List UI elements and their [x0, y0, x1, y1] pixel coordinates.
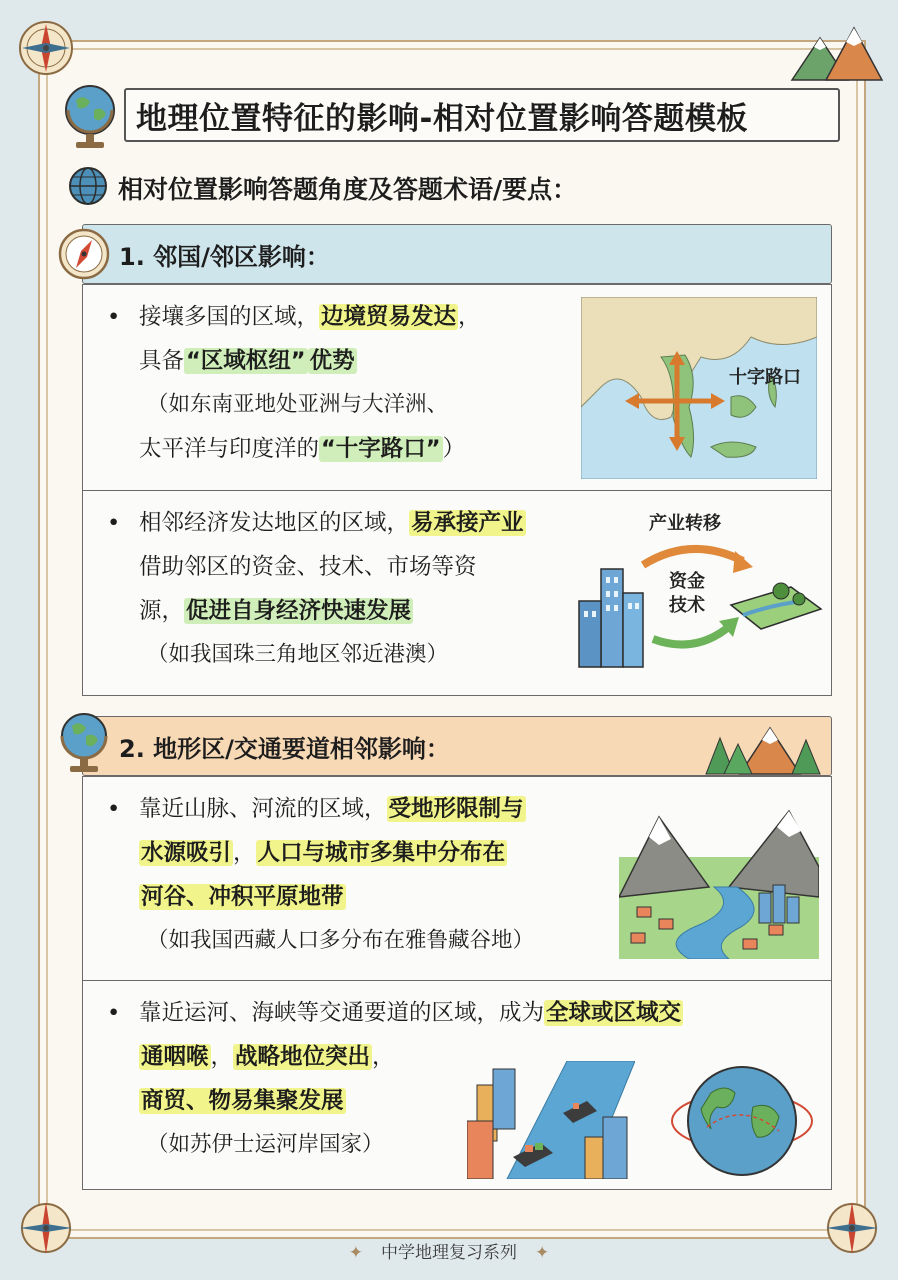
ill-label-mid1: 资金	[669, 571, 705, 592]
compass-icon	[56, 226, 112, 282]
card-border-trade: • 接壤多国的区域，边境贸易发达， 具备“区域枢纽” 优势 （如东南亚地处亚洲与大洋洲、 太平洋与印度洋的“十字路口”） 十字路口	[82, 284, 832, 492]
canal-illustration	[467, 1061, 635, 1179]
title-bar	[124, 88, 840, 142]
text: ，	[372, 1044, 395, 1070]
text: 相邻经济发达地区的区域，	[139, 510, 410, 536]
highlight: 受地形限制与	[388, 796, 524, 822]
text: 具备	[139, 348, 185, 374]
footer	[0, 1238, 898, 1263]
compass-rose-icon	[14, 16, 78, 80]
text: ）	[442, 436, 466, 462]
text: ，	[210, 1044, 234, 1070]
industry-transfer-illustration	[571, 505, 823, 681]
text: 靠近山脉、河流的区域，	[139, 796, 387, 822]
map-label: 十字路口	[729, 367, 801, 388]
highlight: 易承接产业	[411, 510, 524, 536]
section-1-title: 1. 邻国/邻区影响：	[119, 242, 330, 271]
valley-illustration	[619, 807, 819, 959]
mountains-icon	[786, 20, 886, 86]
text: 接壤多国的区域，	[139, 304, 320, 330]
example-text: （如我国珠三角地区邻近港澳）	[147, 642, 449, 667]
card-transport: • 靠近运河、海峡等交通要道的区域，成为全球或区域交 通咽喉，战略地位突出， 商贸、物易集聚发展 （如苏伊士运河岸国家）	[82, 980, 832, 1190]
example-text: （如苏伊士运河岸国家）	[147, 1132, 384, 1157]
page-title: 地理位置特征的影响-相对位置影响答题模板	[136, 100, 748, 137]
highlight: 商贸、物易集聚发展	[141, 1088, 344, 1114]
ill-label-mid2: 技术	[669, 595, 705, 616]
highlight: “区域枢纽”	[186, 348, 306, 374]
highlight: 促进自身经济快速发展	[186, 598, 412, 624]
highlight: 全球或区域交	[546, 1000, 682, 1026]
example-text: （如东南亚地处亚洲与大洋洲、	[147, 392, 449, 417]
section-1-header	[82, 224, 832, 284]
highlight: 河谷、冲积平原地带	[141, 884, 344, 910]
text: 源，	[139, 598, 185, 624]
section-subtitle: 相对位置影响答题角度及答题术语/要点：	[118, 175, 578, 204]
mountains-trees-icon	[700, 718, 826, 776]
example-text: （如我国西藏人口多分布在雅鲁藏谷地）	[147, 928, 535, 953]
text: 靠近运河、海峡等交通要道的区域，成为	[139, 1000, 545, 1026]
text: 借助邻区的资金、技术、市场等资	[139, 554, 477, 580]
star-compass-icon: ✦	[535, 1243, 550, 1263]
card-industry-transfer: • 相邻经济发达地区的区域，易承接产业 借助邻区的资金、技术、市场等资 源，促进自身经济快速发展 （如我国珠三角地区邻近港澳） 产业转移 资金 技术	[82, 490, 832, 696]
footer-text: 中学地理复习系列	[381, 1243, 517, 1263]
star-compass-icon: ✦	[348, 1243, 363, 1263]
globe-icon	[58, 80, 124, 152]
southeast-asia-map	[581, 297, 817, 479]
highlight: 边境贸易发达	[321, 304, 457, 330]
text: 太平洋与印度洋的	[139, 436, 320, 462]
highlight: 优势	[309, 348, 355, 374]
text: ，	[233, 840, 256, 866]
highlight: 人口与城市多集中分布在	[257, 840, 506, 866]
card-terrain: • 靠近山脉、河流的区域，受地形限制与 水源吸引，人口与城市多集中分布在 河谷、冲积平原地带 （如我国西藏人口多分布在雅鲁藏谷地）	[82, 776, 832, 982]
ill-label-top: 产业转移	[649, 513, 721, 534]
globe-icon	[54, 708, 114, 778]
section-2-title: 2. 地形区/交通要道相邻影响：	[119, 734, 450, 763]
highlight: 战略地位突出	[235, 1044, 371, 1070]
globe-icon	[66, 164, 110, 208]
highlight: 通咽喉	[141, 1044, 209, 1070]
highlight: 水源吸引	[141, 840, 232, 866]
text: ，	[458, 304, 481, 330]
globe-routes-illustration	[667, 1061, 817, 1183]
highlight: “十字路口”	[321, 436, 441, 462]
